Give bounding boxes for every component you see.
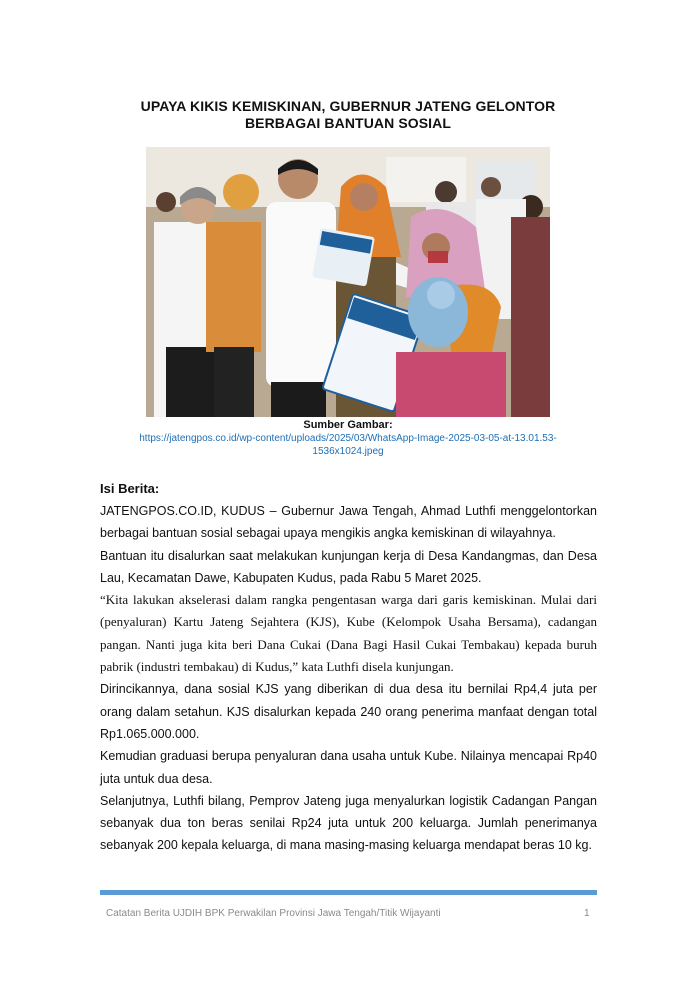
paragraph-3-quote: “Kita lakukan akselerasi dalam rangka pengentasan warga dari garis kemiskinan. Mulai dari (penyaluran) Kartu Jateng Sejahtera (KJS), Kube (Kelompok Usaha Bersama), cadangan pangan. Nanti juga kita beri Dana Cukai (Dana Bagi Hasil Cukai Tembakau) kepada buruh pabrik (industri tembakau) di Kudus,” kata Luthfi disela kunjungan.	[100, 592, 597, 675]
title-line-1: UPAYA KIKIS KEMISKINAN, GUBERNUR JATENG GELONTOR	[140, 98, 556, 114]
paragraph-1: JATENGPOS.CO.ID, KUDUS – Gubernur Jawa Tengah, Ahmad Luthfi menggelontorkan berbagai bantuan sosial sebagai upaya mengikis angka kemiskinan di wilayahnya.	[100, 504, 597, 541]
document-title	[100, 98, 596, 132]
image-source-url[interactable]: https://jatengpos.co.id/wp-content/uploads/2025/03/WhatsApp-Image-2025-03-05-at-13.01.53-1536x1024.jpeg	[139, 433, 557, 457]
paragraph-2: Bantuan itu disalurkan saat melakukan kunjungan kerja di Desa Kandangmas, dan Desa Lau, Kecamatan Dawe, Kabupaten Kudus, pada Rabu 5 Maret 2025.	[100, 548, 597, 585]
title-line-2: BERBAGAI BANTUAN SOSIAL	[244, 115, 452, 131]
paragraph-6: Selanjutnya, Luthfi bilang, Pemprov Jateng juga menyalurkan logistik Cadangan Pangan sebanyak dua ton beras senilai Rp24 juta untuk 200 keluarga. Jumlah penerimanya sebanyak 200 kepala keluarga, di mana masing-masing keluarga mendapat beras 10 kg.	[100, 793, 597, 853]
paragraph-4: Dirincikannya, dana sosial KJS yang diberikan di dua desa itu bernilai Rp4,4 juta per orang dalam setahun. KJS disalurkan kepada 240 orang penerima manfaat dengan total Rp1.065.000.000.	[100, 682, 597, 741]
footer-text: Catatan Berita UJDIH BPK Perwakilan Provinsi Jawa Tengah/Titik Wijayanti	[106, 908, 441, 919]
section-heading: Isi Berita:	[100, 481, 160, 496]
image-source-label: Sumber Gambar:	[303, 419, 393, 431]
page-number: 1	[584, 908, 590, 919]
news-photo	[146, 147, 550, 417]
article-body	[100, 500, 597, 857]
footer-divider	[100, 890, 597, 895]
paragraph-5: Kemudian graduasi berupa penyaluran dana usaha untuk Kube. Nilainya mencapai Rp40 juta untuk dua desa.	[100, 749, 597, 786]
photo-illustration	[146, 147, 550, 417]
